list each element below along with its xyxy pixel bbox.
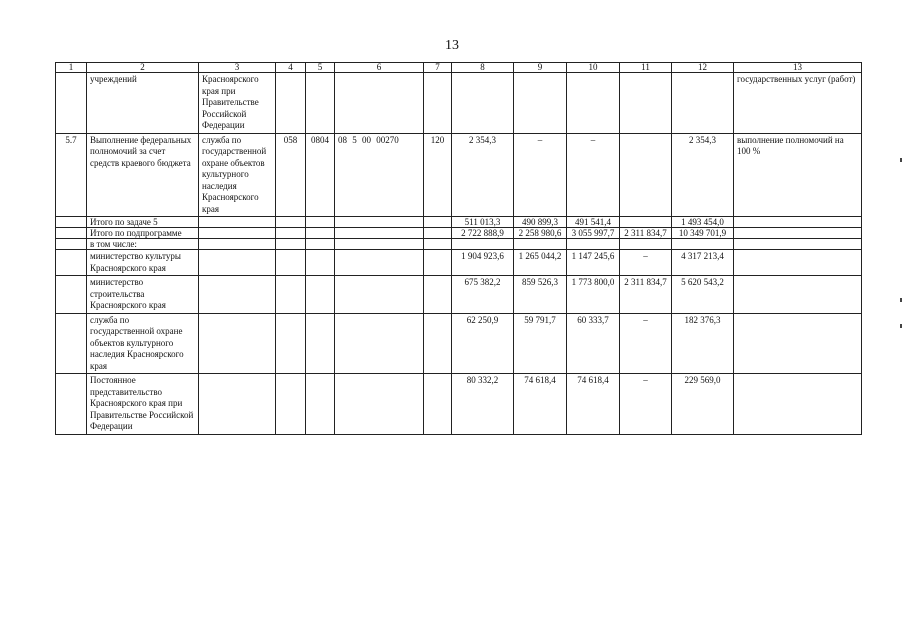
column-header: 10 xyxy=(567,63,620,73)
value-col-11 xyxy=(620,73,672,134)
code-rzpr xyxy=(306,313,335,374)
value-total: 10 349 701,9 xyxy=(672,228,734,239)
column-header: 11 xyxy=(620,63,672,73)
value-col-9: 59 791,7 xyxy=(514,313,567,374)
column-header: 9 xyxy=(514,63,567,73)
code-rzpr xyxy=(306,73,335,134)
row-number xyxy=(56,313,87,374)
column-header: 8 xyxy=(452,63,514,73)
value-total: 1 493 454,0 xyxy=(672,217,734,228)
code-grbs xyxy=(276,313,306,374)
value-col-8: 675 382,2 xyxy=(452,276,514,314)
value-col-10: – xyxy=(567,133,620,217)
row-number xyxy=(56,73,87,134)
administrator xyxy=(199,276,276,314)
code-vr xyxy=(424,239,452,250)
code-csr xyxy=(335,228,424,239)
value-total: 5 620 543,2 xyxy=(672,276,734,314)
table-row xyxy=(56,239,862,250)
value-col-11: 2 311 834,7 xyxy=(620,228,672,239)
value-total xyxy=(672,239,734,250)
code-grbs xyxy=(276,73,306,134)
value-total: 182 376,3 xyxy=(672,313,734,374)
item-name: Постоянное представительство Красноярского края при Правительстве Российской Федерации xyxy=(87,374,199,435)
value-col-8: 2 722 888,9 xyxy=(452,228,514,239)
code-csr xyxy=(335,313,424,374)
value-col-10: 1 147 245,6 xyxy=(567,250,620,276)
administrator xyxy=(199,239,276,250)
administrator xyxy=(199,313,276,374)
value-col-10: 3 055 997,7 xyxy=(567,228,620,239)
code-csr xyxy=(335,239,424,250)
code-vr xyxy=(424,313,452,374)
expected-result xyxy=(734,217,862,228)
item-name: учреждений xyxy=(87,73,199,134)
code-csr xyxy=(335,217,424,228)
value-col-10 xyxy=(567,239,620,250)
page-number: 13 xyxy=(445,38,459,53)
code-vr xyxy=(424,250,452,276)
code-rzpr: 0804 xyxy=(306,133,335,217)
budget-table xyxy=(55,62,862,435)
value-col-11 xyxy=(620,217,672,228)
table-row xyxy=(56,374,862,435)
scan-mark xyxy=(900,298,902,302)
column-header: 6 xyxy=(335,63,424,73)
value-col-8: 2 354,3 xyxy=(452,133,514,217)
value-col-8: 62 250,9 xyxy=(452,313,514,374)
code-grbs xyxy=(276,217,306,228)
item-name: Итого по подпрограмме xyxy=(87,228,199,239)
column-number-header xyxy=(56,63,862,73)
code-vr xyxy=(424,374,452,435)
value-col-10: 74 618,4 xyxy=(567,374,620,435)
scan-mark xyxy=(900,324,902,328)
code-vr xyxy=(424,228,452,239)
value-col-10 xyxy=(567,73,620,134)
value-col-9 xyxy=(514,73,567,134)
column-header: 4 xyxy=(276,63,306,73)
code-grbs xyxy=(276,239,306,250)
expected-result xyxy=(734,313,862,374)
value-col-11 xyxy=(620,239,672,250)
item-name: в том числе: xyxy=(87,239,199,250)
expected-result xyxy=(734,374,862,435)
value-col-9: 1 265 044,2 xyxy=(514,250,567,276)
code-rzpr xyxy=(306,239,335,250)
value-col-9: 859 526,3 xyxy=(514,276,567,314)
expected-result xyxy=(734,250,862,276)
code-grbs xyxy=(276,276,306,314)
row-number xyxy=(56,239,87,250)
value-total: 229 569,0 xyxy=(672,374,734,435)
value-col-9: 2 258 980,6 xyxy=(514,228,567,239)
expected-result xyxy=(734,239,862,250)
expected-result xyxy=(734,228,862,239)
administrator: Красноярского края при Правительстве Российской Федерации xyxy=(199,73,276,134)
row-number xyxy=(56,228,87,239)
table-row xyxy=(56,133,862,217)
row-number xyxy=(56,374,87,435)
code-csr xyxy=(335,374,424,435)
value-col-8 xyxy=(452,73,514,134)
code-rzpr xyxy=(306,228,335,239)
value-total xyxy=(672,73,734,134)
code-rzpr xyxy=(306,374,335,435)
row-number xyxy=(56,276,87,314)
value-col-10: 1 773 800,0 xyxy=(567,276,620,314)
row-number xyxy=(56,250,87,276)
table-row xyxy=(56,250,862,276)
code-csr xyxy=(335,250,424,276)
code-grbs: 058 xyxy=(276,133,306,217)
value-col-11: – xyxy=(620,313,672,374)
expected-result: выполнение полномочий на 100 % xyxy=(734,133,862,217)
code-grbs xyxy=(276,374,306,435)
administrator xyxy=(199,374,276,435)
value-col-11: – xyxy=(620,374,672,435)
value-col-10: 491 541,4 xyxy=(567,217,620,228)
expected-result: государственных услуг (работ) xyxy=(734,73,862,134)
item-name: министерство культуры Красноярского края xyxy=(87,250,199,276)
value-col-8: 80 332,2 xyxy=(452,374,514,435)
value-col-11: 2 311 834,7 xyxy=(620,276,672,314)
column-header: 3 xyxy=(199,63,276,73)
column-header: 13 xyxy=(734,63,862,73)
value-col-8: 1 904 923,6 xyxy=(452,250,514,276)
value-total: 4 317 213,4 xyxy=(672,250,734,276)
table-row xyxy=(56,228,862,239)
code-csr: 08 5 00 00270 xyxy=(335,133,424,217)
value-col-9: – xyxy=(514,133,567,217)
value-col-10: 60 333,7 xyxy=(567,313,620,374)
scan-mark xyxy=(900,158,902,162)
column-header: 7 xyxy=(424,63,452,73)
value-col-9: 490 899,3 xyxy=(514,217,567,228)
item-name: служба по государственной охране объектов культурного наследия Красноярского края xyxy=(87,313,199,374)
code-grbs xyxy=(276,228,306,239)
code-csr xyxy=(335,73,424,134)
value-col-9 xyxy=(514,239,567,250)
item-name: Выполнение федеральных полномочий за счет средств краевого бюджета xyxy=(87,133,199,217)
row-number xyxy=(56,217,87,228)
row-number: 5.7 xyxy=(56,133,87,217)
code-rzpr xyxy=(306,276,335,314)
code-rzpr xyxy=(306,217,335,228)
administrator xyxy=(199,228,276,239)
administrator xyxy=(199,250,276,276)
code-vr: 120 xyxy=(424,133,452,217)
column-header: 5 xyxy=(306,63,335,73)
value-col-8: 511 013,3 xyxy=(452,217,514,228)
code-vr xyxy=(424,73,452,134)
table-row xyxy=(56,217,862,228)
table-row xyxy=(56,276,862,314)
value-total: 2 354,3 xyxy=(672,133,734,217)
table-row xyxy=(56,313,862,374)
expected-result xyxy=(734,276,862,314)
item-name: министерство строительства Красноярского края xyxy=(87,276,199,314)
column-header: 12 xyxy=(672,63,734,73)
value-col-11 xyxy=(620,133,672,217)
item-name: Итого по задаче 5 xyxy=(87,217,199,228)
administrator: служба по государственной охране объектов культурного наследия Красноярского края xyxy=(199,133,276,217)
code-vr xyxy=(424,217,452,228)
column-header: 2 xyxy=(87,63,199,73)
administrator xyxy=(199,217,276,228)
code-csr xyxy=(335,276,424,314)
code-vr xyxy=(424,276,452,314)
column-header: 1 xyxy=(56,63,87,73)
code-rzpr xyxy=(306,250,335,276)
value-col-11: – xyxy=(620,250,672,276)
table-row xyxy=(56,73,862,134)
code-grbs xyxy=(276,250,306,276)
value-col-9: 74 618,4 xyxy=(514,374,567,435)
value-col-8 xyxy=(452,239,514,250)
